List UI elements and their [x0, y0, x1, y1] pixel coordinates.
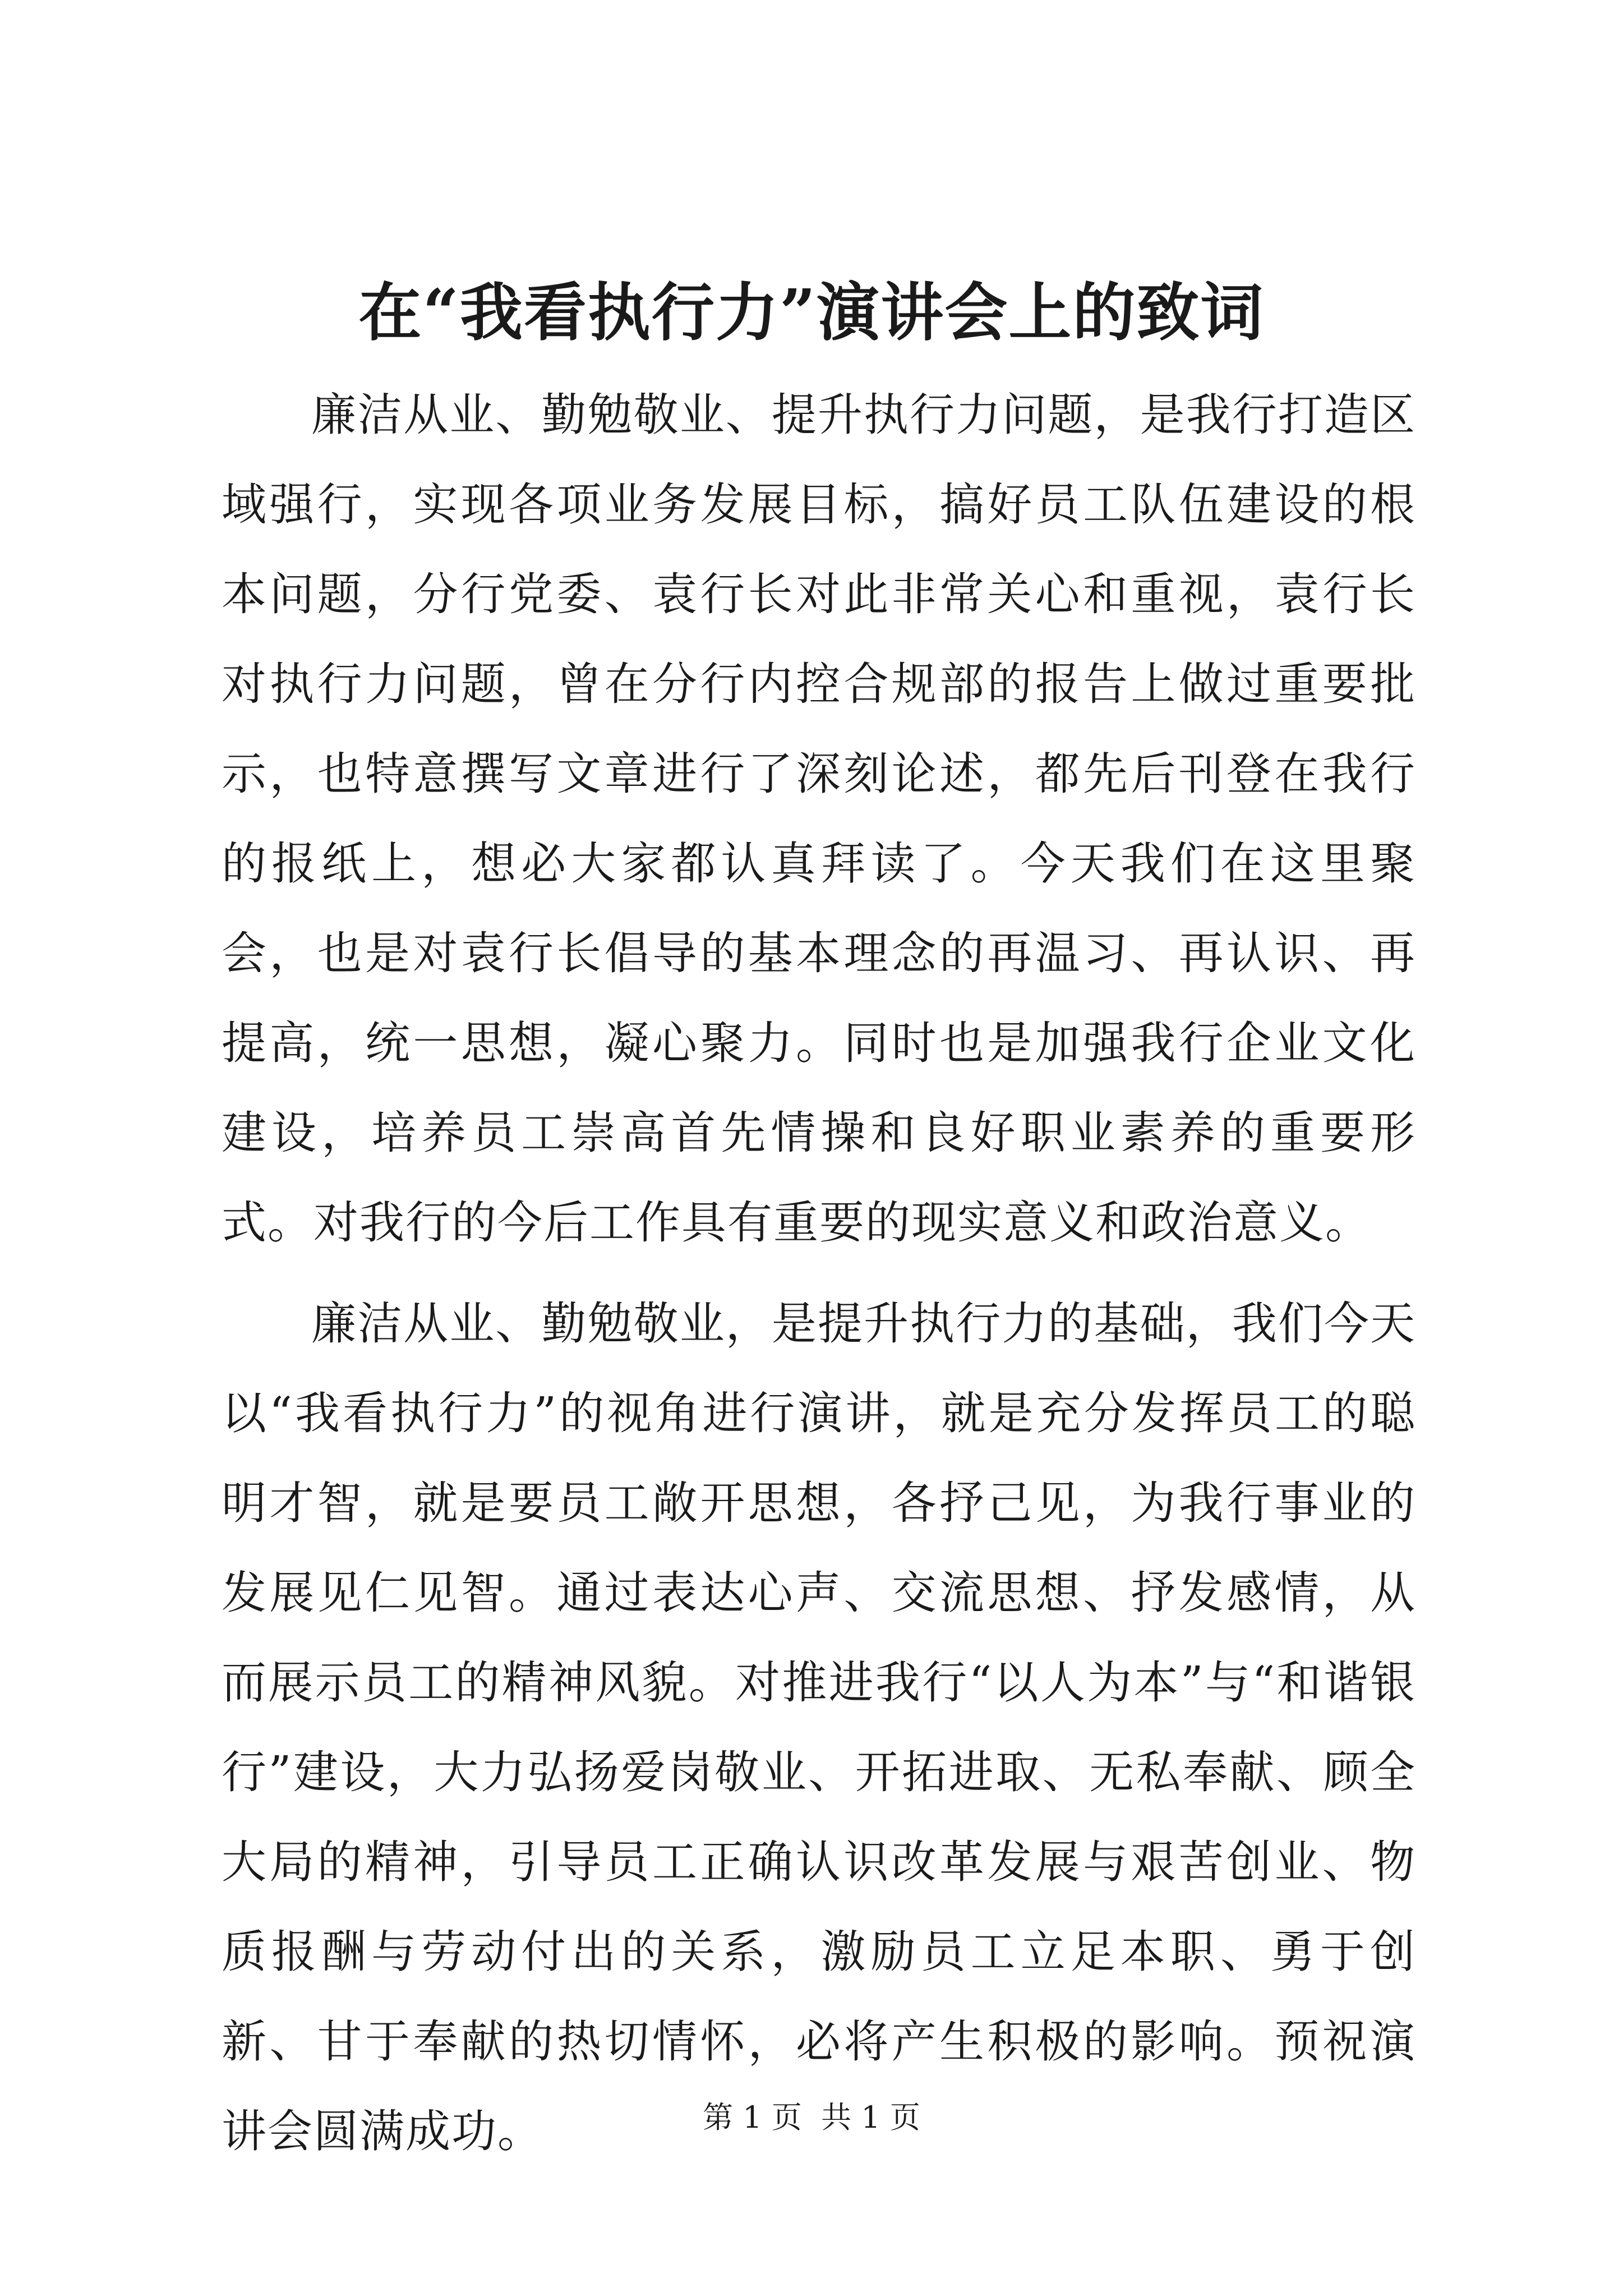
body-paragraph-2: 廉洁从业、勤勉敬业，是提升执行力的基础，我们今天以“我看执行力”的视角进行演讲，就是充分发挥员工的聪明才智，就是要员工敞开思想，各抒己见，为我行事业的发展见仁见智。通过表达心声、交流思想、抒发感情，从而展示员工的精神风貌。对推进我行“以人为本”与“和谐银行”建设，大力弘扬爱岗敬业、开拓进取、无私奉献、顾全大局的精神，引导员工正确认识改革发展与艰苦创业、物质报酬与劳动付出的关系，激励员工立足本职、勇于创新、甘于奉献的热切情怀，必将产生积极的影响。预祝演讲会圆满成功。 — [222, 1297, 1416, 2157]
page-footer — [0, 2095, 1623, 2140]
document-body — [222, 370, 1416, 2177]
document-title: 在“我看执行力”演讲会上的致词 — [358, 276, 1265, 349]
page-number: 第 1 页 共 1 页 — [703, 2100, 920, 2135]
body-paragraph-1: 廉洁从业、勤勉敬业、提升执行力问题，是我行打造区域强行，实现各项业务发展目标，搞好员工队伍建设的根本问题，分行党委、袁行长对此非常关心和重视，袁行长对执行力问题，曾在分行内控合规部的报告上做过重要批示，也特意撰写文章进行了深刻论述，都先后刊登在我行的报纸上，想必大家都认真拜读了。今天我们在这里聚会，也是对袁行长倡导的基本理念的再温习、再认识、再提高，统一思想，凝心聚力。同时也是加强我行企业文化建设，培养员工崇高首先情操和良好职业素养的重要形式。对我行的今后工作具有重要的现实意义和政治意义。 — [222, 389, 1416, 1249]
